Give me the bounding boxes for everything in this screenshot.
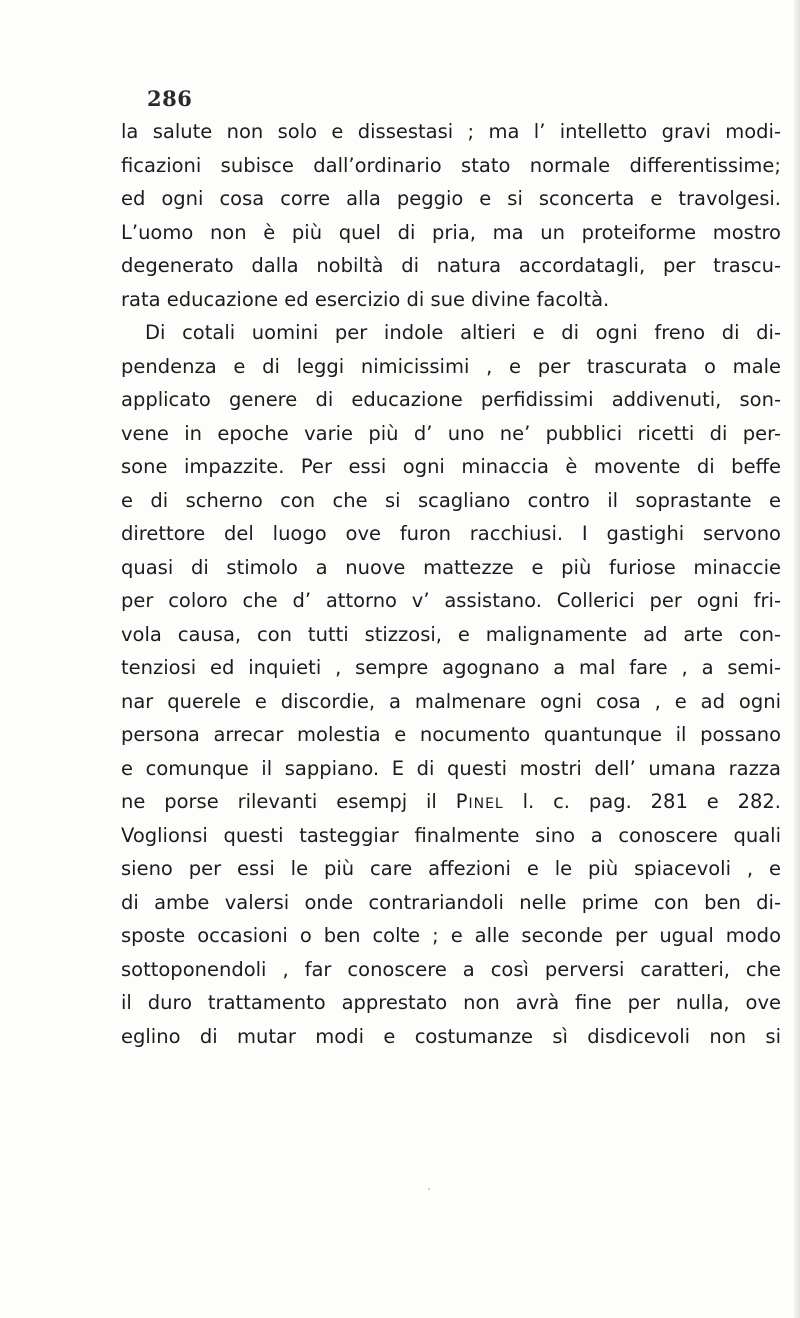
text-line: tenziosi ed inquieti , sempre agognano a mal fare , a semi- (121, 656, 781, 679)
text-line-with-author (121, 785, 781, 819)
body-text (121, 115, 781, 1053)
text-line: persona arrecar molestia e nocumento quantunque il possano (121, 723, 781, 746)
text-line: Di cotali uomini per indole altieri e di ogni freno di di- (145, 321, 781, 344)
text-line: ed ogni cosa corre alla peggio e si sconcerta e travolgesi. (121, 187, 781, 210)
text-line: nar querele e discordie, a malmenare ogni cosa , e ad ogni (121, 689, 781, 713)
text-line: rata educazione ed esercizio di sue divine facoltà. (121, 287, 610, 311)
text-line: per coloro che d’ attorno v’ assistano. Collerici per ogni fri- (121, 589, 781, 612)
text-line: pendenza e di leggi nimicissimi , e per trascurata o male (121, 354, 781, 378)
text-line: vola causa, con tutti stizzosi, e malignamente ad arte con- (121, 622, 781, 646)
text-line: di ambe valersi onde contrariandoli nelle prime con ben di- (121, 890, 781, 914)
text-line: Voglionsi questi tasteggiar finalmente sino a conoscere quali (121, 823, 781, 847)
text-line: la salute non solo e dissestasi ; ma l’ intelletto gravi modi- (121, 120, 781, 143)
text-line: ficazioni subisce dall’ordinario stato normale differentissime; (121, 153, 781, 177)
text-line: sone impazzite. Per essi ogni minaccia è movente di beffe (121, 455, 781, 478)
text-line: eglino di mutar modi e costumanze sì disdicevoli non si (121, 1024, 781, 1048)
text-line: quasi di stimolo a nuove mattezze e più furiose minaccie (121, 555, 781, 579)
text-line: e di scherno con che si scagliano contro il soprastante e (121, 488, 781, 512)
text-line: e comunque il sappiano. E di questi mostri dell’ umana razza (121, 756, 781, 780)
text-after-author: l. c. pag. 281 e 282. (503, 790, 782, 813)
paper-speck (428, 1188, 430, 1190)
text-line: sposte occasioni o ben colte ; e alle seconde per ugual modo (121, 924, 781, 947)
page-number: 286 (147, 86, 193, 111)
text-line: L’uomo non è più quel di pria, ma un proteiforme mostro (121, 220, 781, 244)
text-line: direttore del luogo ove furon racchiusi. I gastighi servono (121, 522, 781, 545)
text-line: il duro trattamento apprestato non avrà fine per nulla, ove (121, 991, 781, 1014)
text-line: sottoponendoli , far conoscere a così perversi caratteri, che (121, 957, 781, 981)
text-before-author: ne porse rilevanti esempj il (121, 790, 456, 813)
text-line: applicato genere di educazione perfidissimi addivenuti, son- (121, 388, 781, 411)
text-line: degenerato dalla nobiltà di natura accordatagli, per trascu- (121, 254, 781, 277)
text-line: vene in epoche varie più d’ uno ne’ pubblici ricetti di per- (121, 421, 781, 445)
author-name: Pinel (455, 790, 504, 813)
page-edge-shadow (794, 0, 800, 1318)
text-line: sieno per essi le più care affezioni e le più spiacevoli , e (121, 857, 781, 880)
